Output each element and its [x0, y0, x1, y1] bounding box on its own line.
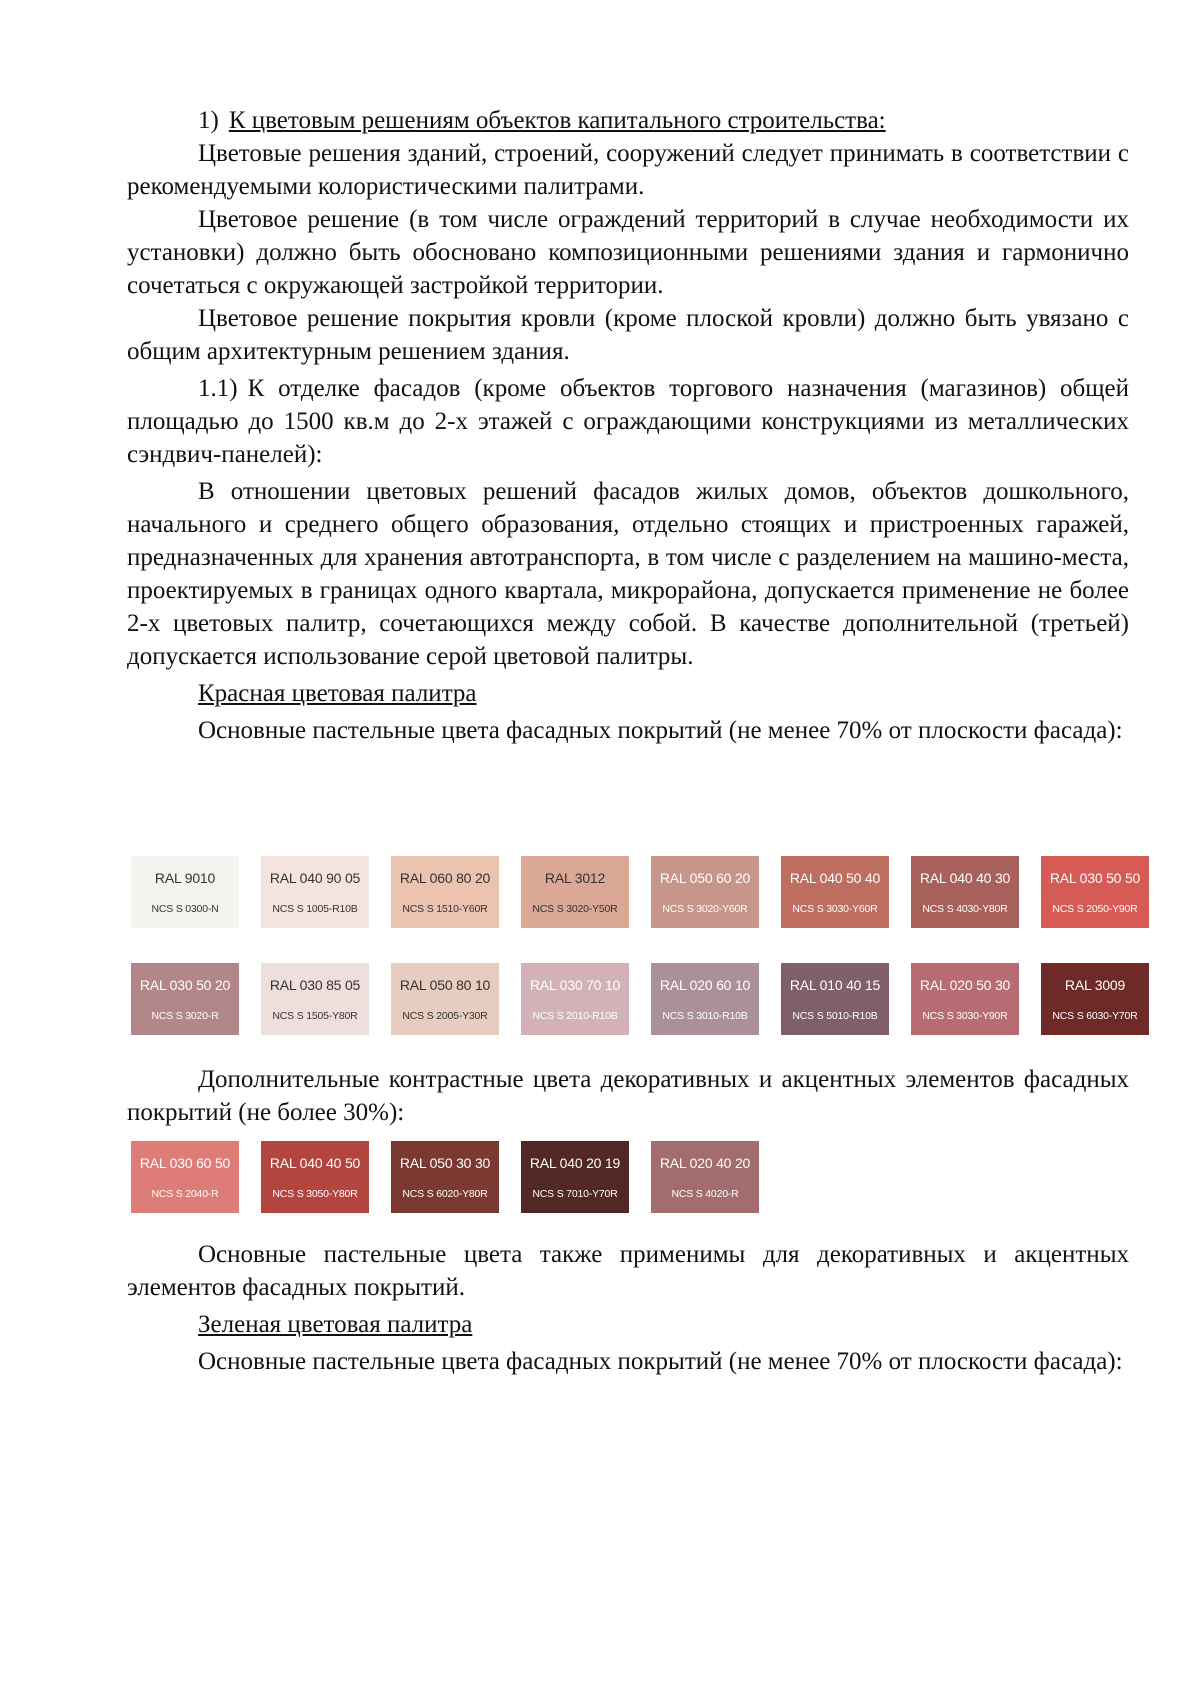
swatch-ral-code: RAL 030 70 10 — [529, 977, 621, 993]
color-swatch — [651, 856, 759, 928]
color-swatch — [261, 1141, 369, 1213]
swatch-ncs-code: NCS S 3030-Y90R — [922, 1010, 1008, 1022]
color-swatch — [521, 1141, 629, 1213]
swatch-ral-code: RAL 040 40 50 — [269, 1155, 361, 1171]
swatch-ral-code: RAL 040 20 19 — [529, 1155, 621, 1171]
section-1-heading — [127, 104, 1129, 137]
paragraph-palette-limits: В отношении цветовых решений фасадов жилых домов, объектов дошкольного, начального и среднего общего образования, отдельно стоящих и пристроенных гаражей, предназначенных для хранения автотранспорта, в том числе с разделением на машино-места, проектируемых в границах одного квартала, микрорайона, допускается применение не более 2-х цветовых палитр, сочетающихся между собой. В качестве дополнительной (третьей) допускается использование серой цветовой палитры. — [127, 478, 1129, 670]
swatch-ral-code: RAL 060 80 20 — [399, 870, 491, 886]
red-main-swatches-row-1 — [131, 856, 1171, 928]
swatch-ral-code: RAL 040 90 05 — [269, 870, 361, 886]
swatch-ral-code: RAL 030 50 20 — [139, 977, 231, 993]
section-1-1-text: К отделке фасадов (кроме объектов торгового назначения (магазинов) общей площадью до 1500 кв.м до 2-х этажей с ограждающими конструкциями из металлических сэндвич-панелей): — [127, 375, 1129, 468]
color-swatch — [911, 856, 1019, 928]
swatch-ncs-code: NCS S 2040-R — [151, 1188, 219, 1200]
swatch-ncs-code: NCS S 1005-R10B — [272, 903, 358, 915]
swatch-ral-code: RAL 030 60 50 — [139, 1155, 231, 1171]
swatch-ral-code: RAL 030 85 05 — [269, 977, 361, 993]
color-swatch — [911, 963, 1019, 1035]
color-swatch — [261, 856, 369, 928]
color-swatch — [391, 963, 499, 1035]
green-palette-heading: Зеленая цветовая палитра — [198, 1311, 473, 1338]
swatch-ncs-code: NCS S 5010-R10B — [792, 1010, 878, 1022]
swatch-ral-code: RAL 020 40 20 — [659, 1155, 751, 1171]
swatch-ncs-code: NCS S 7010-Y70R — [532, 1188, 618, 1200]
swatch-ncs-code: NCS S 4030-Y80R — [922, 903, 1008, 915]
red-palette-main-caption: Основные пастельные цвета фасадных покрытий (не менее 70% от плоскости фасада): — [198, 717, 1123, 744]
color-swatch — [521, 856, 629, 928]
swatch-ncs-code: NCS S 2005-Y30R — [402, 1010, 488, 1022]
swatch-ral-code: RAL 050 60 20 — [659, 870, 751, 886]
swatch-ncs-code: NCS S 3030-Y60R — [792, 903, 878, 915]
color-swatch — [1041, 963, 1149, 1035]
swatch-ncs-code: NCS S 2050-Y90R — [1052, 903, 1138, 915]
swatch-ncs-code: NCS S 4020-R — [671, 1188, 739, 1200]
swatch-ral-code: RAL 020 60 10 — [659, 977, 751, 993]
swatch-ncs-code: NCS S 0300-N — [151, 903, 219, 915]
red-accent-swatches-row — [131, 1141, 781, 1213]
swatch-ncs-code: NCS S 3020-Y60R — [662, 903, 748, 915]
swatch-ral-code: RAL 3009 — [1064, 977, 1126, 993]
swatch-ral-code: RAL 040 50 40 — [789, 870, 881, 886]
swatch-ncs-code: NCS S 3010-R10B — [662, 1010, 748, 1022]
swatch-ncs-code: NCS S 3020-Y50R — [532, 903, 618, 915]
swatch-ncs-code: NCS S 3020-R — [151, 1010, 219, 1022]
swatch-ncs-code: NCS S 3050-Y80R — [272, 1188, 358, 1200]
swatch-ncs-code: NCS S 6020-Y80R — [402, 1188, 488, 1200]
color-swatch — [131, 963, 239, 1035]
color-swatch — [651, 1141, 759, 1213]
text-block-green — [127, 1238, 1129, 1378]
swatch-ral-code: RAL 050 80 10 — [399, 977, 491, 993]
text-block-intro — [127, 104, 1129, 747]
swatch-ral-code: RAL 3012 — [544, 870, 606, 886]
color-swatch — [391, 1141, 499, 1213]
swatch-ncs-code: NCS S 1510-Y60R — [402, 903, 488, 915]
section-1-1-number: 1.1) — [198, 375, 238, 402]
swatch-ral-code: RAL 010 40 15 — [789, 977, 881, 993]
color-swatch — [131, 1141, 239, 1213]
green-palette-main-caption: Основные пастельные цвета фасадных покрытий (не менее 70% от плоскости фасада): — [198, 1348, 1123, 1375]
swatch-ncs-code: NCS S 2010-R10B — [532, 1010, 618, 1022]
color-swatch — [1041, 856, 1149, 928]
section-1-1-paragraph — [127, 372, 1129, 471]
red-main-swatches-row-2 — [131, 963, 1171, 1035]
paragraph-roof-color: Цветовое решение покрытия кровли (кроме плоской кровли) должно быть увязано с общим архитектурным решением здания. — [127, 305, 1129, 365]
swatch-ral-code: RAL 030 50 50 — [1049, 870, 1141, 886]
swatch-ncs-code: NCS S 6030-Y70R — [1052, 1010, 1138, 1022]
red-palette-heading: Красная цветовая палитра — [198, 680, 477, 707]
color-swatch — [521, 963, 629, 1035]
color-swatch — [391, 856, 499, 928]
color-swatch — [261, 963, 369, 1035]
swatch-ral-code: RAL 9010 — [154, 870, 216, 886]
section-1-number: 1) — [198, 107, 219, 134]
color-swatch — [781, 963, 889, 1035]
color-swatch — [651, 963, 759, 1035]
section-1-title: К цветовым решениям объектов капитального строительства: — [228, 107, 886, 134]
swatch-ncs-code: NCS S 1505-Y80R — [272, 1010, 358, 1022]
red-palette-note: Основные пастельные цвета также применимы для декоративных и акцентных элементов фасадных покрытий. — [127, 1241, 1129, 1301]
swatch-ral-code: RAL 020 50 30 — [919, 977, 1011, 993]
color-swatch — [781, 856, 889, 928]
color-swatch — [131, 856, 239, 928]
paragraph-color-justification: Цветовое решение (в том числе ограждений территорий в случае необходимости их установки) должно быть обосновано композиционными решениями здания и гармонично сочетаться с окружающей застройкой территории. — [127, 206, 1129, 299]
red-palette-extra-caption: Дополнительные контрастные цвета декоративных и акцентных элементов фасадных покрытий (не более 30%): — [127, 1066, 1129, 1126]
swatch-ral-code: RAL 040 40 30 — [919, 870, 1011, 886]
swatch-ral-code: RAL 050 30 30 — [399, 1155, 491, 1171]
paragraph-color-solutions: Цветовые решения зданий, строений, сооружений следует принимать в соответствии с рекомендуемыми колористическими палитрами. — [127, 140, 1129, 200]
text-block-red-extra — [127, 1063, 1129, 1129]
